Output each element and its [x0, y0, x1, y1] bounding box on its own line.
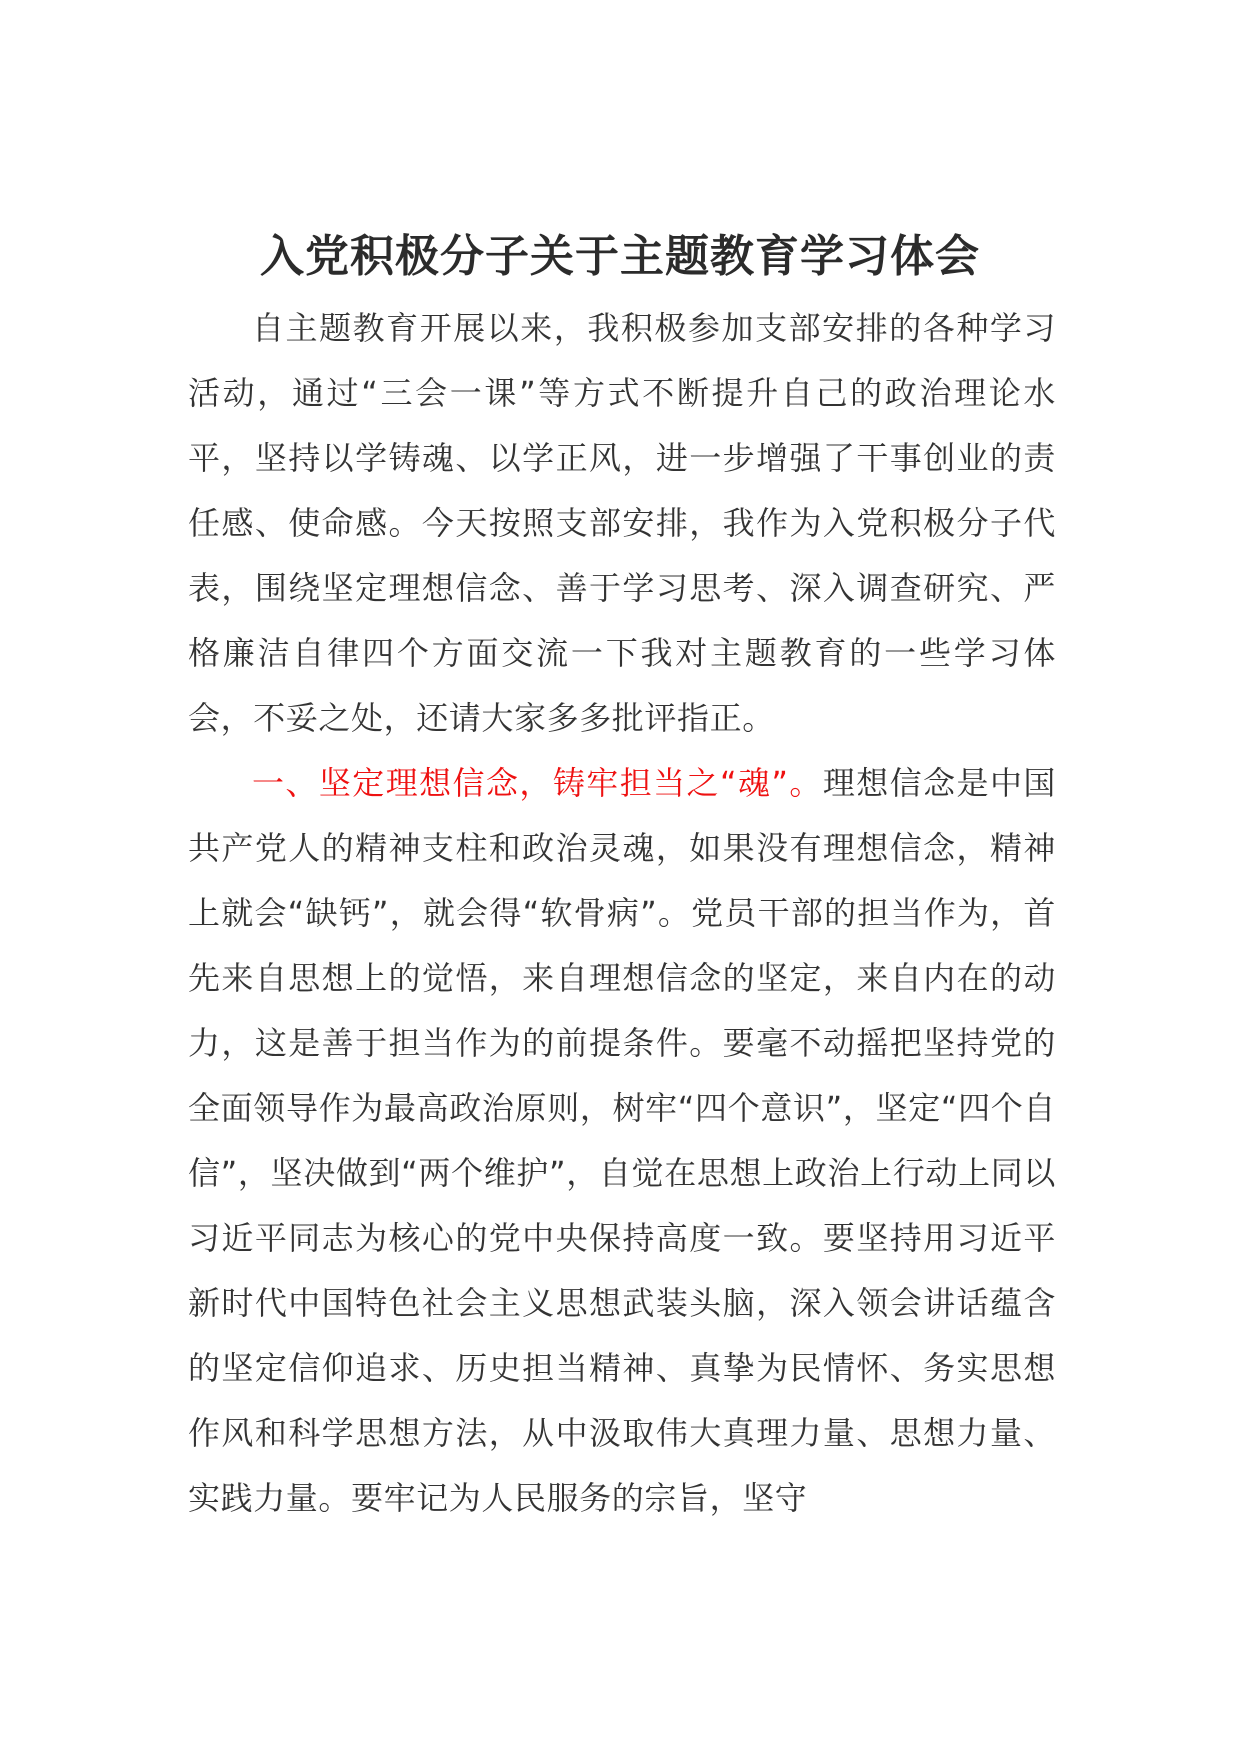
section-one-paragraph [188, 751, 1056, 1531]
section-one-heading: 一、坚定理想信念，铸牢担当之“魂”。 [252, 764, 823, 802]
document-body [188, 296, 1056, 1531]
section-one-text: 理想信念是中国共产党人的精神支柱和政治灵魂，如果没有理想信念，精神上就会“缺钙”，就会得“软骨病”。党员干部的担当作为，首先来自思想上的觉悟，来自理想信念的坚定，来自内在的动力，这是善于担当作为的前提条件。要毫不动摇把坚持党的全面领导作为最高政治原则，树牢“四个意识”，坚定“四个自信”，坚决做到“两个维护”，自觉在思想上政治上行动上同以习近平同志为核心的党中央保持高度一致。要坚持用习近平新时代中国特色社会主义思想武装头脑，深入领会讲话蕴含的坚定信仰追求、历史担当精神、真挚为民情怀、务实思想作风和科学思想方法，从中汲取伟大真理力量、思想力量、实践力量。要牢记为人民服务的宗旨，坚守 [188, 764, 1056, 1517]
intro-paragraph: 自主题教育开展以来，我积极参加支部安排的各种学习活动，通过“三会一课”等方式不断提升自己的政治理论水平，坚持以学铸魂、以学正风，进一步增强了干事创业的责任感、使命感。今天按照支部安排，我作为入党积极分子代表，围绕坚定理想信念、善于学习思考、深入调查研究、严格廉洁自律四个方面交流一下我对主题教育的一些学习体会，不妥之处，还请大家多多批评指正。 [188, 309, 1056, 737]
document-title: 入党积极分子关于主题教育学习体会 [260, 231, 980, 283]
